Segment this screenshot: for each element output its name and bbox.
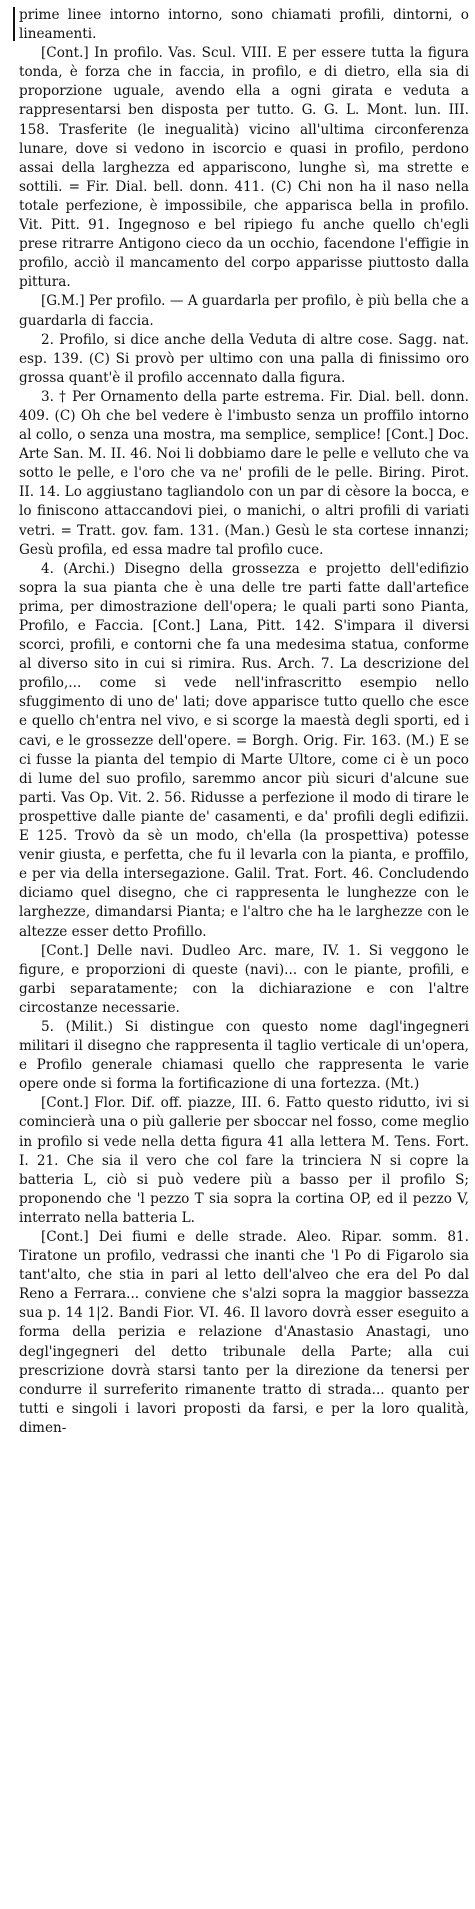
paragraph-flor-dif: [Cont.] Flor. Dif. off. piazze, III. 6. Fatto questo ridutto, ivi si comincierà una o più gallerie per sboccar nel fosso, come meglio in profilo si vede nella detta figura 41 alla lettera M. Tens. Fort. I. 21. Che sia il vero che col fare la trinciera N si copre la batteria L, ciò si può vedere più a basso per il profilo S; proponendo che 'l pezzo T sia sopra la cortina OP, ed il pezzo V, interrato nella batteria L. (19, 1095, 469, 1226)
paragraph-sense-3: 3. † Per Ornamento della parte estrema. Fir. Dial. bell. donn. 409. (C) Oh che bel vedere è l'imbusto senza un proffilo intorno al collo, o senza una mostra, ma semplice, semplice! [Cont.] Doc. Arte San. M. II. 46. Noi li dobbiamo dare le pelle e velluto che va sotto le pelle, e l'oro che va ne' profili de le pelle. Biring. Pirot. II. 14. Lo aggiustano tagliandolo con un par di cèsore la bocca, e lo finiscono attaccandovi piei, o manichi, o altri profili di variati vetri. = Tratt. gov. fam. 131. (Man.) Gesù le sta cortese innanzi; Gesù profila, ed essa madre tal profilo cuce. (19, 388, 469, 558)
paragraph-in-profilo: [Cont.] In profilo. Vas. Scul. VIII. E per essere tutta la figura tonda, è forza che in faccia, in profilo, e di dietro, ella sia di proporzione uguale, avendo ella a ogni girata e veduta a rappresentarsi ben disposta per tutto. G. G. L. Mont. lun. III. 158. Trasferite (le inegualità) vicino all'ultima circonferenza lunare, dove si vedono in iscorcio e quasi in profilo, perdono assai della larghezza ed appariscono, lunghe sì, ma strette e sottili. = Fir. Dial. bell. donn. 411. (C) Chi non ha il naso nella totale perfezione, è impossibile, che apparisca bella in profilo. Vit. Pitt. 91. Ingegnoso e bel ripiego fu anche quello ch'egli prese ritrarre Antigono cieco da un occhio, facendone l'effigie in profilo, acciò il mancamento del corpo apparisse piuttosto dalla pittura. (19, 45, 469, 291)
continuation-bar (13, 7, 15, 41)
paragraph-dei-fiumi: [Cont.] Dei fiumi e delle strade. Aleo. Ripar. somm. 81. Tiratone un profilo, vedrassi che inanti che 'l Po di Figarolo sia tant'alto, che stia in pari al letto dell'alveo che era del Po dal Reno a Ferrara... conviene che s'alzi sopra la maggior bassezza sua p. 14 1|2. Bandi Fior. VI. 46. Il lavoro dovrà esser eseguito a forma della perizia e relazione d'Anastasio Anastagi, uno degl'ingegneri del detto tribunale della Parte; alla cui prescrizione dovrà starsi tanto per la direzione da tenersi per condurre il surreferito rimanente tratto di strada... quanto per tutti e singoli i lavori proposti da farsi, e per la loro qualità, dimen- (19, 1229, 469, 1436)
paragraph-sense-2: 2. Profilo, si dice anche della Veduta di altre cose. Sagg. nat. esp. 139. (C) Si provò per ultimo con una palla di finissimo oro grossa quant'è il profilo accennato dalla figura. (19, 331, 469, 386)
paragraph-continuation: prime linee intorno intorno, sono chiamati profili, dintorni, o lineamenti. (19, 7, 469, 43)
paragraph-sense-4: 4. (Archi.) Disegno della grossezza e projetto dell'edifizio sopra la sua pianta che è una delle tre parti fatte dall'artefice prima, per dimostrazione dell'opera; le quali parti sono Pianta, Profilo, e Faccia. [Cont.] Lana, Pitt. 142. S'impara il diversi scorci, profili, e contorni che fa una medesima statua, conforme al diverso sito in cui si rimira. Rus. Arch. 7. La descrizione del profilo,... come si vede nell'infrascritto esempio nello sfuggimento di uno de' lati; dove apparisce tutto quello che esce e quello ch'entra nel vivo, e si scorge la maestà degli sporti, ed i cavi, e le grossezze dell'opere. = Borgh. Orig. Fir. 163. (M.) E se ci fusse la pianta del tempio di Marte Ultore, come ci è un poco di lume del suo profilo, saremmo ancor più sicuri d'alcune sue parti. Vas Op. Vit. 2. 56. Ridusse a perfezione il modo di tirare le prospettive dalle piante de' casamenti, e da' profili degli edifizii. E 125. Trovò da sè un modo, ch'ella (la prospettiva) potesse venir giusta, e perfetta, che fu il levarla con la pianta, e proffilo, e per via della intersegazione. Galil. Trat. Fort. 46. Concludendo diciamo quel disegno, che ci rappresenta le lunghezze con le larghezze, dimandarsi Pianta; e l'altro che ha le larghezze con le altezze esser detto Profillo. (19, 560, 469, 940)
paragraph-per-profilo: [G.M.] Per profilo. — A guardarla per profilo, è più bella che a guardarla di faccia. (19, 293, 469, 329)
paragraph-sense-5: 5. (Milit.) Si distingue con questo nome dagl'ingegneri militari il disegno che rappresenta il taglio verticale di un'opera, e Profilo generale chiamasi quello che rappresenta le varie opere onde si forma la fortificazione di una fortezza. (Mt.) (19, 1018, 469, 1093)
paragraph-delle-navi: [Cont.] Delle navi. Dudleo Arc. mare, IV. 1. Si veggono le figure, e proporzioni di queste (navi)... con le piante, profili, e garbi separatamente; con la dichiarazione e con l'altre circostanze necessarie. (19, 942, 469, 1016)
